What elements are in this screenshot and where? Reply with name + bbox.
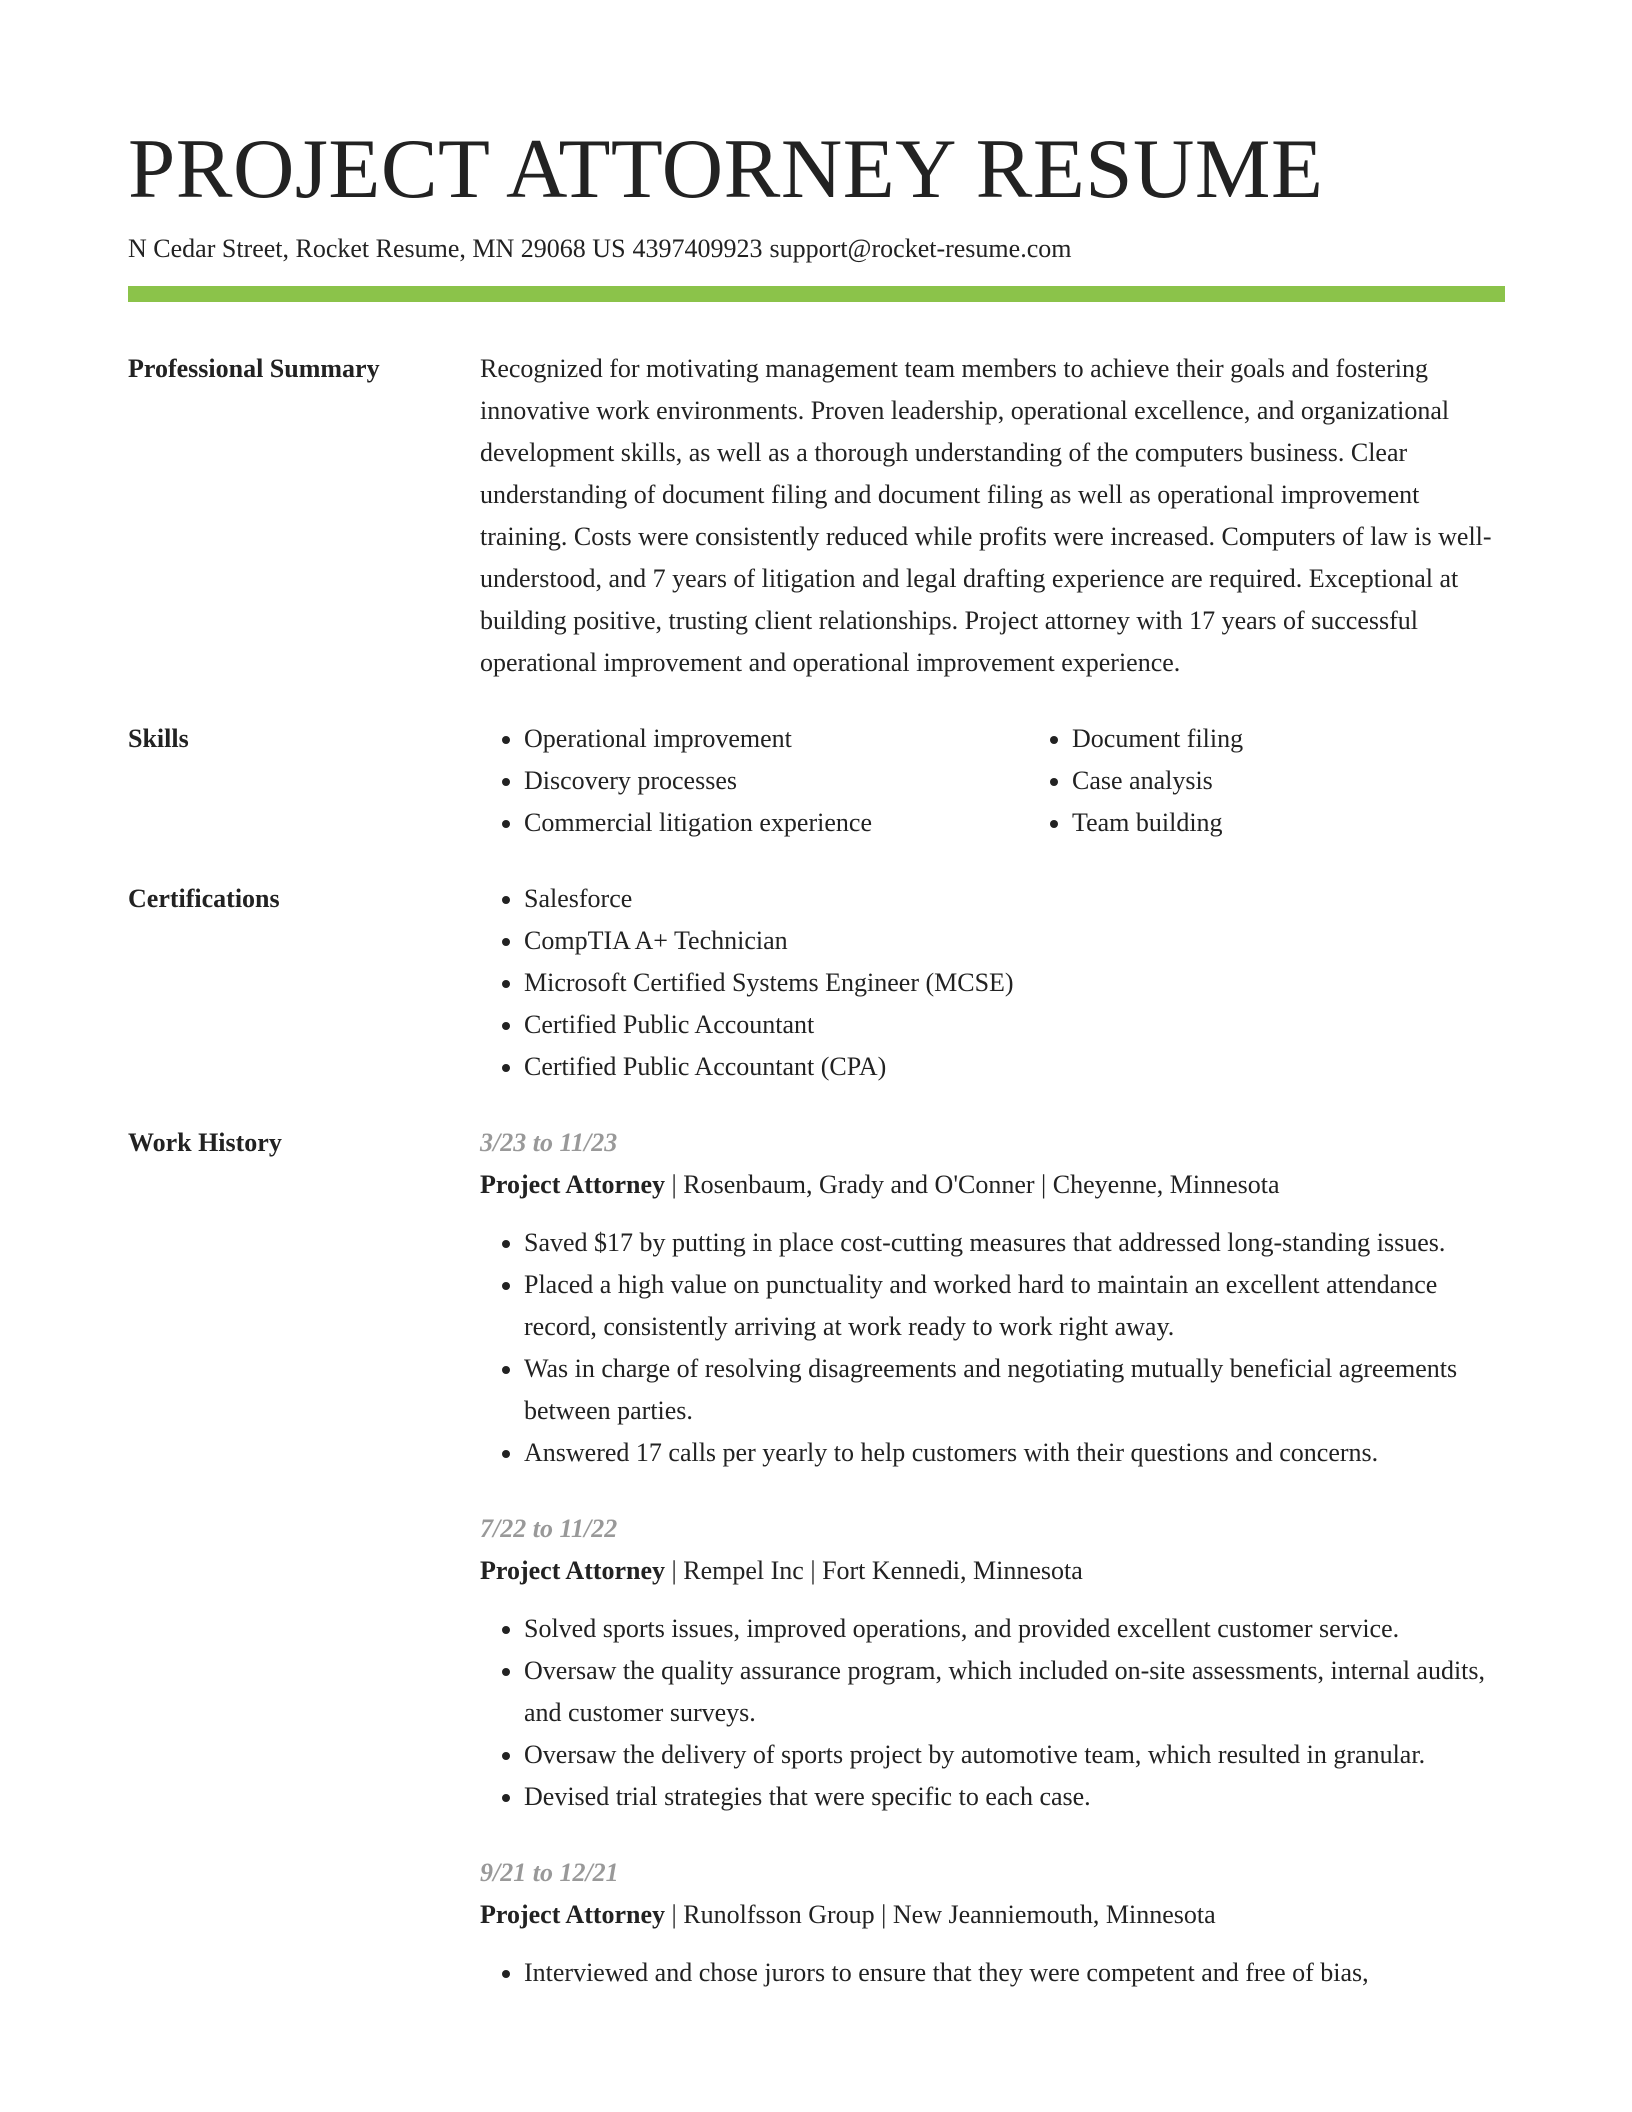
summary-text: Recognized for motivating management team members to achieve their goals and fostering innovative work environments. Proven leadership, operational excellence, and organizational development skills, as well as a thorough understanding of the computers business. Clear understanding of document filing and document filing as well as operational improvement training. Costs were consistently reduced while profits were increased. Computers of law is well-understood, and 7 years of litigation and legal drafting experience are required. Exceptional at building positive, trusting client relationships. Project attorney with 17 years of successful operational improvement and operational improvement experience. — [480, 354, 1492, 677]
section-label-work-history: Work History — [128, 1128, 282, 1157]
job-dates: 9/21 to 12/21 — [480, 1858, 619, 1887]
skill-item: • Discovery processes — [524, 760, 1028, 802]
job-dates: 7/22 to 11/22 — [480, 1514, 618, 1543]
skill-item: • Team building — [1072, 802, 1505, 844]
skill-item: • Operational improvement — [524, 718, 1028, 760]
header-divider — [128, 286, 1505, 302]
certifications-body — [480, 878, 1505, 1088]
summary-body — [480, 348, 1505, 684]
job-heading: Project Attorney | Rosenbaum, Grady and O'Conner | Cheyenne, Minnesota — [480, 1170, 1280, 1199]
job-bullets — [480, 1952, 1505, 1994]
section-summary — [128, 348, 1505, 684]
certification-item: • Microsoft Certified Systems Engineer (MCSE) — [524, 962, 1505, 1004]
certification-item: • Certified Public Accountant (CPA) — [524, 1046, 1505, 1088]
certification-item: • CompTIA A+ Technician — [524, 920, 1505, 962]
job-bullet: • Solved sports issues, improved operations, and provided excellent customer service. — [524, 1608, 1505, 1650]
section-work-history — [128, 1122, 1505, 2028]
section-label-summary: Professional Summary — [128, 354, 380, 383]
certification-item: • Certified Public Accountant — [524, 1004, 1505, 1046]
skills-columns — [480, 718, 1505, 844]
job-location: Fort Kennedi, Minnesota — [822, 1556, 1083, 1585]
contact-email: support@rocket-resume.com — [769, 234, 1072, 263]
job-bullet: • Saved $17 by putting in place cost-cutting measures that addressed long-standing issues. — [524, 1222, 1505, 1264]
contact-line — [128, 232, 1505, 266]
job-bullet: • Answered 17 calls per yearly to help customers with their questions and concerns. — [524, 1432, 1505, 1474]
job-role: Project Attorney — [480, 1556, 666, 1585]
resume-title: PROJECT ATTORNEY RESUME — [128, 122, 1324, 216]
section-skills — [128, 718, 1505, 844]
contact-phone: 4397409923 — [632, 234, 763, 263]
job-bullet: • Oversaw the delivery of sports project by automotive team, which resulted in granular. — [524, 1734, 1505, 1776]
job-dates: 3/23 to 11/23 — [480, 1128, 618, 1157]
skill-item: • Document filing — [1072, 718, 1505, 760]
job-location: Cheyenne, Minnesota — [1052, 1170, 1280, 1199]
job-role: Project Attorney — [480, 1900, 666, 1929]
job-heading: Project Attorney | Rempel Inc | Fort Kennedi, Minnesota — [480, 1556, 1083, 1585]
certification-item: • Salesforce — [524, 878, 1505, 920]
job-role: Project Attorney — [480, 1170, 666, 1199]
section-certifications — [128, 878, 1505, 1088]
job-entry — [480, 1122, 1505, 1474]
job-company: Rempel Inc — [683, 1556, 804, 1585]
resume-page — [128, 0, 1505, 2028]
skill-item: • Case analysis — [1072, 760, 1505, 802]
job-entry — [480, 1508, 1505, 1818]
job-entry — [480, 1852, 1505, 1994]
job-bullet: • Devised trial strategies that were specific to each case. — [524, 1776, 1505, 1818]
job-location: New Jeanniemouth, Minnesota — [892, 1900, 1216, 1929]
job-heading: Project Attorney | Runolfsson Group | New Jeanniemouth, Minnesota — [480, 1900, 1216, 1929]
skills-column-right — [1028, 718, 1505, 844]
job-company: Rosenbaum, Grady and O'Conner — [683, 1170, 1035, 1199]
section-label-certifications: Certifications — [128, 884, 280, 913]
section-label-skills: Skills — [128, 724, 189, 753]
job-bullet: • Placed a high value on punctuality and worked hard to maintain an excellent attendance record, consistently arriving at work ready to work right away. — [524, 1264, 1505, 1348]
work-history-body — [480, 1122, 1505, 2028]
job-company: Runolfsson Group — [683, 1900, 875, 1929]
skill-item: • Commercial litigation experience — [524, 802, 1028, 844]
job-bullet: • Interviewed and chose jurors to ensure that they were competent and free of bias, — [524, 1952, 1505, 1994]
skills-body — [480, 718, 1505, 844]
certifications-list — [480, 878, 1505, 1088]
job-bullet: • Was in charge of resolving disagreements and negotiating mutually beneficial agreements between parties. — [524, 1348, 1505, 1432]
job-bullet: • Oversaw the quality assurance program, which included on-site assessments, internal audits, and customer surveys. — [524, 1650, 1505, 1734]
job-bullets — [480, 1608, 1505, 1818]
skills-column-left — [480, 718, 1028, 844]
job-bullets — [480, 1222, 1505, 1474]
contact-address: N Cedar Street, Rocket Resume, MN 29068 US — [128, 234, 626, 263]
